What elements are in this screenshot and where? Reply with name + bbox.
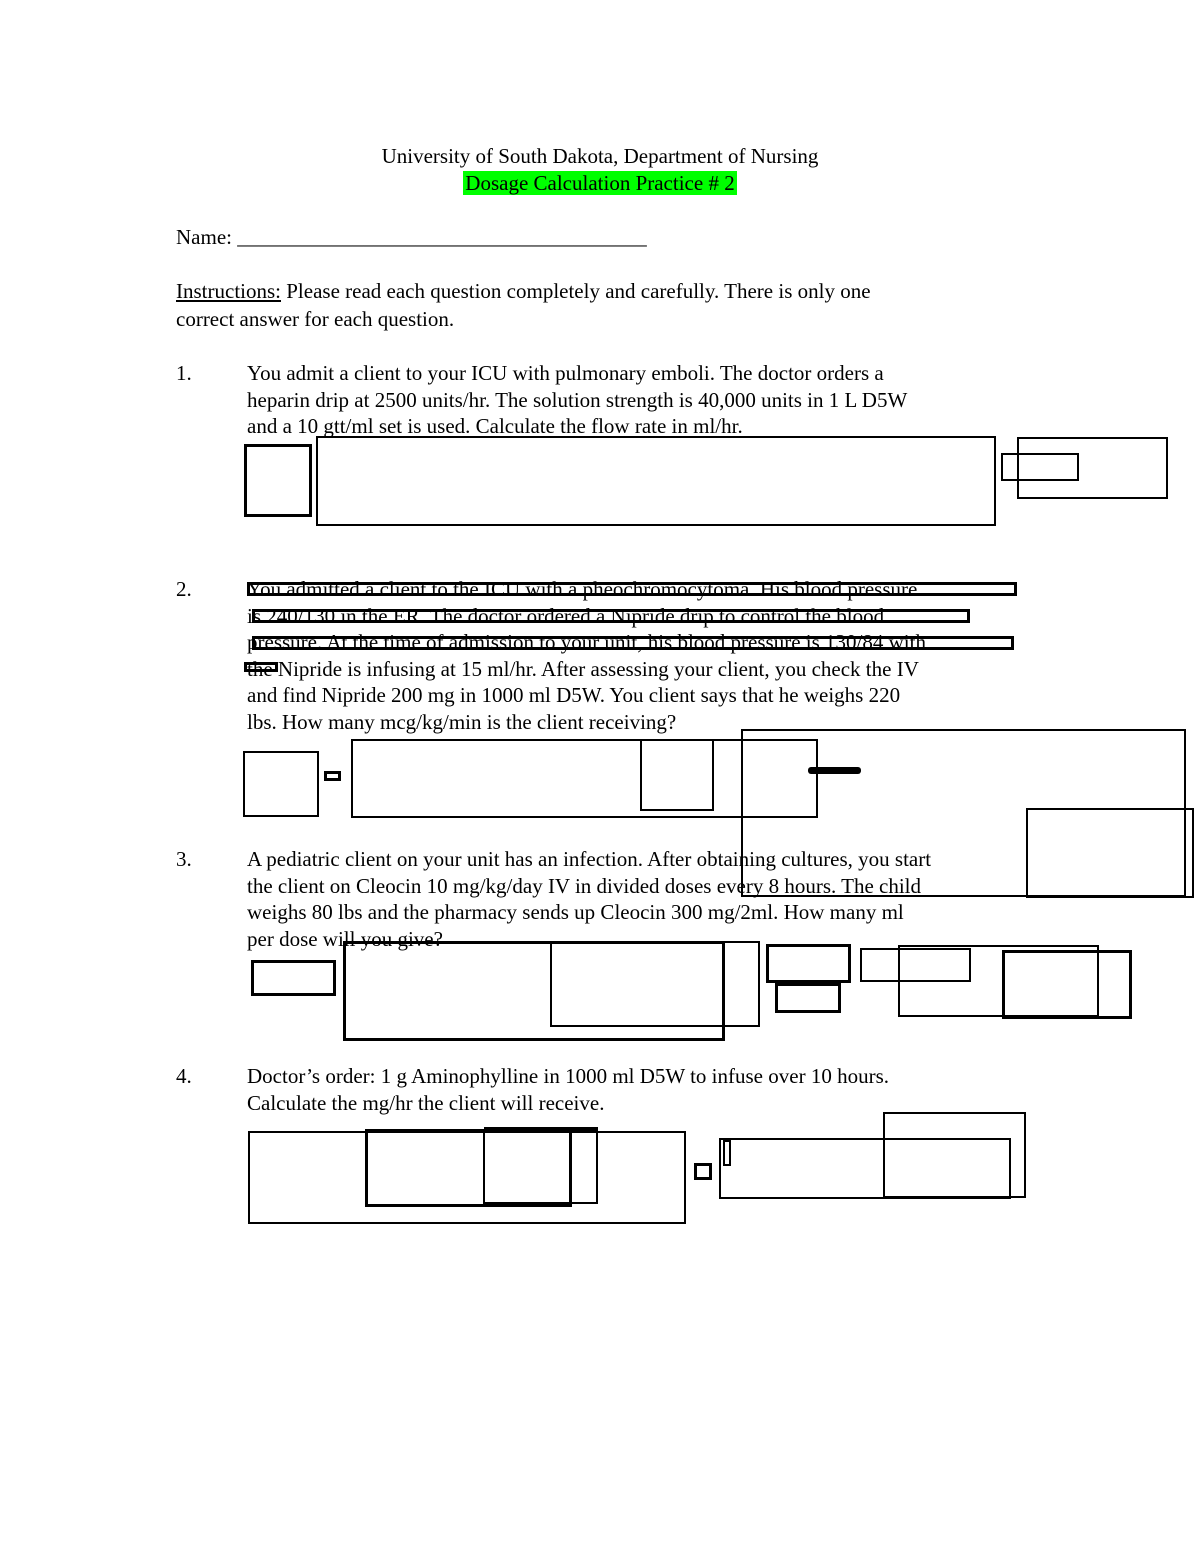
answer-box[interactable] [775,983,841,1013]
instructions-line-2: correct answer for each question. [176,307,455,331]
strike-mark [247,582,1017,596]
instructions-label: Instructions: [176,279,281,303]
question-1-text [247,360,907,440]
answer-box[interactable] [244,444,312,517]
answer-box[interactable] [316,436,996,526]
question-line: You admitted a client to the ICU with a pheochromocytoma. His blood pressure [247,577,918,601]
answer-box[interactable] [640,739,714,811]
answer-box-edge [484,1127,598,1135]
name-label: Name: [176,225,232,249]
question-line: the client on Cleocin 10 mg/kg/day IV in divided doses every 8 hours. The child [247,873,922,898]
institution-heading: University of South Dakota, Department of Nursing [381,144,819,168]
document-title: Dosage Calculation Practice # 2 [465,171,735,195]
question-line: per dose will you give? [247,926,443,951]
question-line: You admit a client to your ICU with pulmonary emboli. The doctor orders a [247,361,884,385]
question-1-number: 1. [176,361,192,385]
question-line: the Nipride is infusing at 15 ml/hr. After assessing your client, you check the IV [247,656,919,681]
question-3-text [247,846,931,952]
question-line: pressure. At the time of admission to your unit, his blood pressure is 130/84 with [247,630,926,654]
answer-box[interactable] [766,944,851,983]
strike-mark [244,662,278,672]
question-line: and a 10 gtt/ml set is used. Calculate the flow rate in ml/hr. [247,414,743,438]
question-4-text [247,1063,889,1116]
answer-box[interactable] [723,1140,731,1166]
answer-box[interactable] [324,771,341,781]
question-line: lbs. How many mcg/kg/min is the client receiving? [247,709,677,734]
answer-box[interactable] [550,941,760,1027]
question-line: is 240/130 in the ER. The doctor ordered a Nipride drip to control the blood [247,603,885,628]
name-field [176,224,647,251]
answer-box[interactable] [1017,437,1168,499]
strike-mark [252,636,1014,650]
title-wrapper [0,170,1200,197]
question-3-number: 3. [176,847,192,871]
strike-mark [252,609,970,623]
answer-box[interactable] [694,1163,712,1180]
question-line: Calculate the mg/hr the client will receive. [247,1090,605,1115]
name-blank-line: _______________________________________ [237,225,647,249]
question-2-text [247,576,926,735]
answer-box[interactable] [1002,950,1132,1019]
question-4-number: 4. [176,1064,192,1088]
question-line: weighs 80 lbs and the pharmacy sends up Cleocin 300 mg/2ml. How many ml [247,900,904,924]
answer-box[interactable] [483,1129,598,1204]
question-2-number: 2. [176,577,192,601]
instructions-line-1 [176,278,871,305]
question-line: and find Nipride 200 mg in 1000 ml D5W. You client says that he weighs 220 [247,683,901,707]
question-line: A pediatric client on your unit has an infection. After obtaining cultures, you start [247,847,932,871]
question-line: Doctor’s order: 1 g Aminophylline in 1000 ml D5W to infuse over 10 hours. [247,1064,889,1088]
answer-box[interactable] [883,1112,1026,1198]
answer-box[interactable] [243,751,319,817]
answer-box[interactable] [1026,808,1194,898]
answer-box[interactable] [251,960,336,996]
question-line: heparin drip at 2500 units/hr. The solution strength is 40,000 units in 1 L D5W [247,387,908,412]
instructions-text-1: Please read each question completely and carefully. There is only one [281,279,871,303]
